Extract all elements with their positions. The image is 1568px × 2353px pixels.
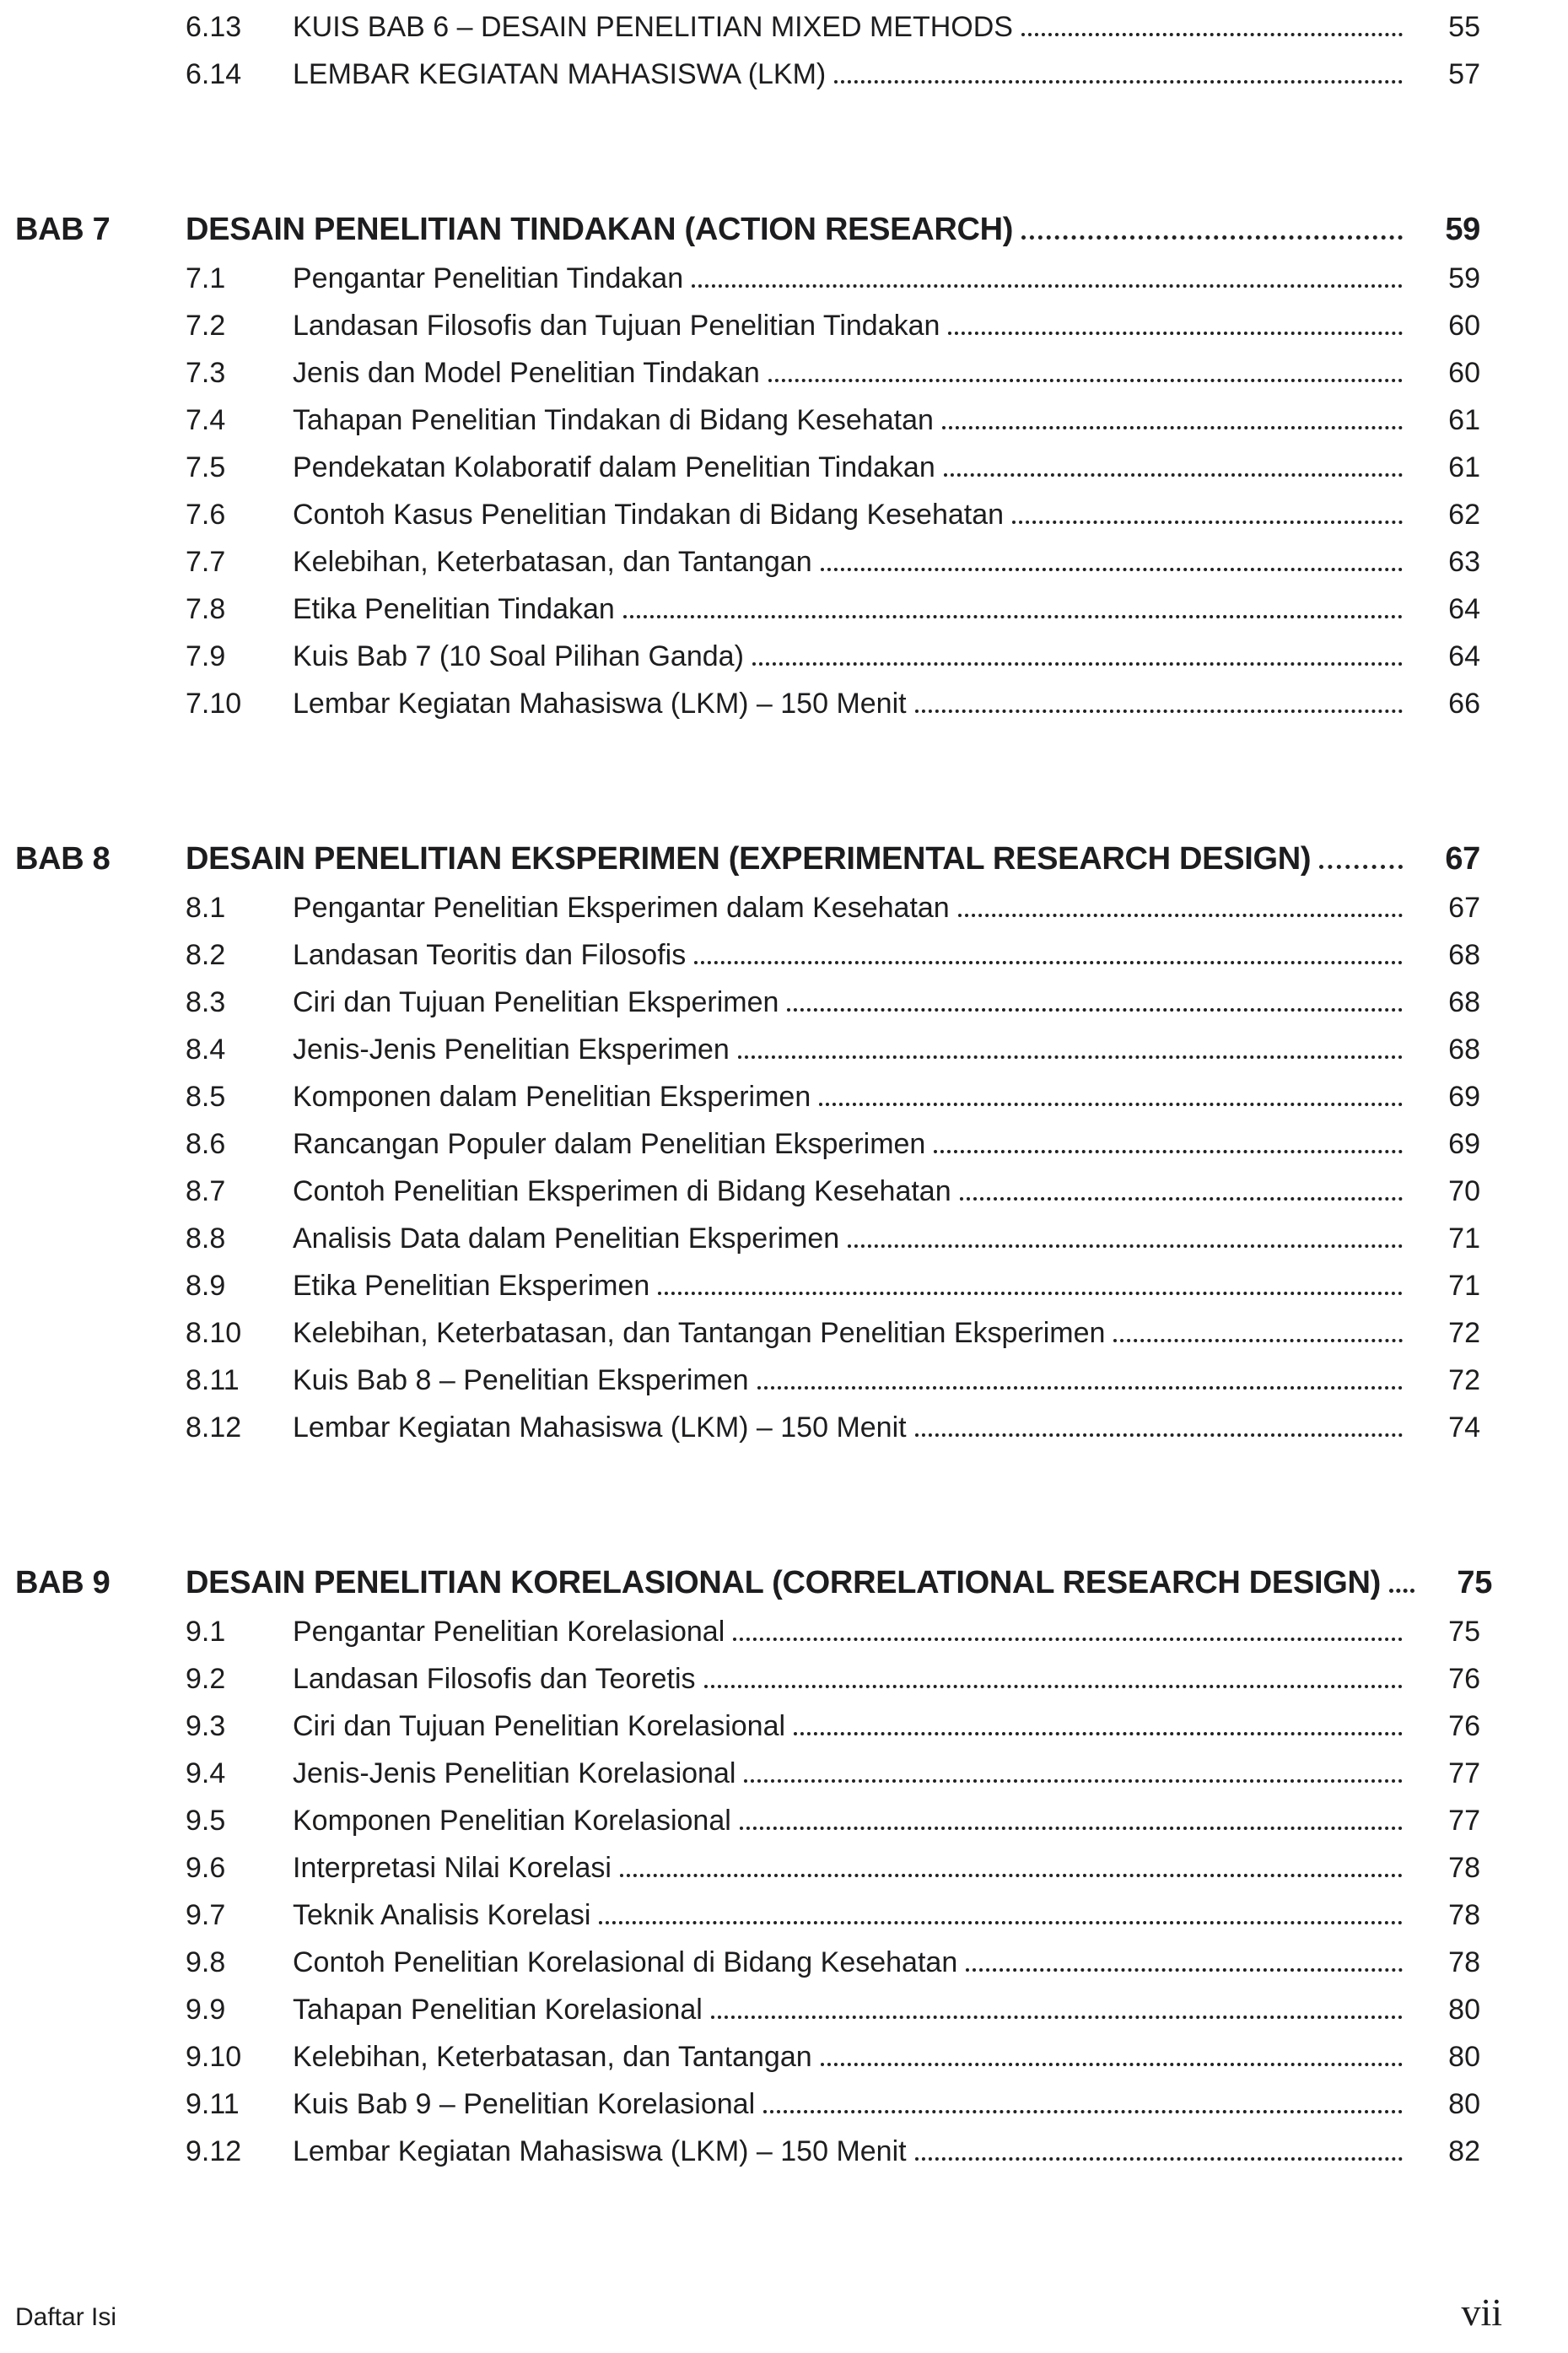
toc-entry-number: 8.3	[186, 986, 226, 1018]
toc-entry-title: Landasan Filosofis dan Tujuan Penelitian Tindakan	[293, 310, 940, 342]
toc-entry-page: 70	[1448, 1175, 1480, 1207]
dot-leader	[1319, 865, 1403, 869]
dot-leader	[711, 2016, 1403, 2019]
toc-entry-title: Pengantar Penelitian Korelasional	[293, 1616, 725, 1648]
toc-entry-title: Kuis Bab 7 (10 Soal Pilihan Ganda)	[293, 640, 744, 672]
toc-entry-title: Tahapan Penelitian Tindakan di Bidang Kesehatan	[293, 404, 934, 436]
toc-entry-number: 7.7	[186, 546, 226, 578]
toc-entry	[15, 51, 1480, 98]
toc-entry	[15, 1168, 1480, 1215]
toc-entry-page: 76	[1448, 1710, 1480, 1742]
toc-entry-number: 9.9	[186, 1994, 226, 2026]
toc-entry-page: 74	[1448, 1411, 1480, 1444]
toc-entry-page: 69	[1448, 1128, 1480, 1160]
toc-entry-title: Analisis Data dalam Penelitian Eksperimen	[293, 1222, 840, 1255]
dot-leader	[787, 1008, 1403, 1012]
toc-entry	[15, 302, 1480, 349]
toc-entry-number: 8.4	[186, 1033, 226, 1066]
toc-entry-number: 9.1	[186, 1616, 226, 1648]
toc-entry-page: 68	[1448, 1033, 1480, 1066]
dot-leader	[794, 1732, 1403, 1735]
toc-entry-title: Komponen Penelitian Korelasional	[293, 1805, 731, 1837]
dot-leader	[1389, 1589, 1414, 1593]
footer-section-label: Daftar Isi	[15, 2303, 117, 2331]
toc-entry-title: Etika Penelitian Tindakan	[293, 593, 615, 625]
toc-entry-title: Komponen dalam Penelitian Eksperimen	[293, 1081, 811, 1113]
chapter-label: BAB 8	[15, 841, 110, 877]
toc-entry-title: Teknik Analisis Korelasi	[293, 1899, 591, 1931]
toc-entry-page: 67	[1448, 892, 1480, 924]
dot-leader	[942, 426, 1403, 429]
toc-entry-title: Pendekatan Kolaboratif dalam Penelitian Tindakan	[293, 451, 935, 483]
toc-entry-number: 9.11	[186, 2088, 240, 2120]
toc-entry	[15, 3, 1480, 51]
dot-leader	[915, 2157, 1403, 2161]
dot-leader	[966, 1968, 1403, 1972]
dot-leader	[744, 1779, 1403, 1783]
toc-entry-page: 75	[1448, 1616, 1480, 1648]
toc-entry	[15, 349, 1480, 397]
toc-entry-number: 9.4	[186, 1757, 226, 1789]
toc-entry	[15, 2128, 1480, 2175]
toc-chapter-block	[15, 1557, 1493, 2175]
toc-entry-title: Jenis dan Model Penelitian Tindakan	[293, 357, 760, 389]
toc-entry	[15, 1703, 1480, 1750]
toc-entry-title: Jenis-Jenis Penelitian Korelasional	[293, 1757, 736, 1789]
toc-entry-number: 8.9	[186, 1270, 226, 1302]
chapter-title: DESAIN PENELITIAN TINDAKAN (ACTION RESEARCH)	[186, 212, 1014, 247]
toc-entry-page: 63	[1448, 546, 1480, 578]
toc-entry-title: LEMBAR KEGIATAN MAHASISWA (LKM)	[293, 58, 827, 90]
toc-entry-title: Tahapan Penelitian Korelasional	[293, 1994, 703, 2026]
dot-leader	[658, 1292, 1403, 1295]
toc-entry-page: 55	[1448, 11, 1480, 43]
toc-entry	[15, 2080, 1480, 2128]
dot-leader	[915, 710, 1403, 713]
toc-entry	[15, 1608, 1480, 1655]
toc-entry-page: 62	[1448, 499, 1480, 531]
dot-leader	[958, 914, 1403, 917]
toc-entry	[15, 255, 1480, 302]
dot-leader	[740, 1827, 1403, 1830]
toc-entry-number: 9.10	[186, 2041, 242, 2073]
dot-leader	[821, 568, 1403, 571]
toc-entry-number: 8.10	[186, 1317, 242, 1349]
toc-entry-title: Ciri dan Tujuan Penelitian Korelasional	[293, 1710, 786, 1742]
toc-entry-number: 8.2	[186, 939, 226, 971]
toc-entry	[15, 1357, 1480, 1404]
toc-entry-title: Kelebihan, Keterbatasan, dan Tantangan Penelitian Eksperimen	[293, 1317, 1106, 1349]
toc-entry-page: 80	[1448, 1994, 1480, 2026]
dot-leader	[1012, 521, 1403, 524]
toc-entry-number: 7.9	[186, 640, 226, 672]
toc-entry-title: Pengantar Penelitian Eksperimen dalam Kesehatan	[293, 892, 950, 924]
chapter-title: DESAIN PENELITIAN KORELASIONAL (CORRELATIONAL RESEARCH DESIGN)	[186, 1565, 1382, 1600]
dot-leader	[915, 1433, 1403, 1437]
toc-entry	[15, 884, 1480, 931]
toc-entry-title: Pengantar Penelitian Tindakan	[293, 262, 684, 294]
toc-entry-page: 69	[1448, 1081, 1480, 1113]
toc-entry-title: Lembar Kegiatan Mahasiswa (LKM) – 150 Menit	[293, 688, 907, 720]
toc-entry-page: 78	[1448, 1899, 1480, 1931]
toc-entry-number: 7.1	[186, 262, 226, 294]
toc-entry	[15, 1309, 1480, 1357]
dot-leader	[834, 80, 1403, 84]
dot-leader	[848, 1244, 1403, 1248]
toc-entry-title: Landasan Teoritis dan Filosofis	[293, 939, 687, 971]
toc-entry	[15, 633, 1480, 680]
toc-entry	[15, 1073, 1480, 1120]
toc-entry-number: 7.4	[186, 404, 226, 436]
toc-entry-number: 9.12	[186, 2135, 242, 2167]
toc-entry-number: 6.13	[186, 11, 242, 43]
toc-entry-title: Landasan Filosofis dan Teoretis	[293, 1663, 696, 1695]
toc-entry-title: Etika Penelitian Eksperimen	[293, 1270, 650, 1302]
toc-chapter-header	[15, 834, 1480, 884]
toc-entry-title: Contoh Penelitian Eksperimen di Bidang Kesehatan	[293, 1175, 951, 1207]
toc-entry-number: 7.10	[186, 688, 242, 720]
toc-entry	[15, 1986, 1480, 2033]
dot-leader	[599, 1921, 1403, 1924]
chapter-label: BAB 9	[15, 1565, 110, 1600]
toc-entry-number: 7.6	[186, 499, 226, 531]
toc-chapter-block	[15, 834, 1480, 1451]
toc-entry-page: 80	[1448, 2041, 1480, 2073]
toc-chapter-header	[15, 1557, 1493, 1608]
toc-entry-number: 7.5	[186, 451, 226, 483]
toc-entry-page: 60	[1448, 310, 1480, 342]
toc-entry-title: Rancangan Populer dalam Penelitian Eksperimen	[293, 1128, 926, 1160]
toc-entry	[15, 1750, 1480, 1797]
dot-leader	[752, 662, 1403, 666]
chapter-title: DESAIN PENELITIAN EKSPERIMEN (EXPERIMENTAL RESEARCH DESIGN)	[186, 841, 1312, 877]
toc-entry-number: 9.2	[186, 1663, 226, 1695]
toc-entry-page: 60	[1448, 357, 1480, 389]
toc-chapter-block	[15, 204, 1480, 727]
toc-entry-page: 72	[1448, 1317, 1480, 1349]
toc-entry-title: Contoh Penelitian Korelasional di Bidang Kesehatan	[293, 1946, 958, 1978]
dot-leader	[757, 1386, 1403, 1390]
toc-entry	[15, 491, 1480, 538]
toc-entry	[15, 1892, 1480, 1939]
toc-entry	[15, 1262, 1480, 1309]
toc-chapter-header	[15, 204, 1480, 255]
toc-entry-page: 71	[1448, 1270, 1480, 1302]
chapter-page: 67	[1445, 841, 1480, 877]
toc-entry-page: 82	[1448, 2135, 1480, 2167]
dot-leader	[620, 1874, 1403, 1877]
page-footer	[15, 2290, 1502, 2334]
toc-entry-page: 71	[1448, 1222, 1480, 1255]
toc-entry-number: 9.3	[186, 1710, 226, 1742]
toc-entry-page: 61	[1448, 451, 1480, 483]
toc-entry	[15, 1939, 1480, 1986]
toc-entry	[15, 538, 1480, 586]
toc-entry	[15, 1404, 1480, 1451]
toc-entry-page: 64	[1448, 640, 1480, 672]
toc-entry-number: 8.5	[186, 1081, 226, 1113]
dot-leader	[1021, 235, 1403, 240]
dot-leader	[704, 1685, 1403, 1688]
toc-entry-page: 78	[1448, 1852, 1480, 1884]
dot-leader	[623, 615, 1403, 618]
toc-entry-page: 59	[1448, 262, 1480, 294]
chapter-page: 59	[1445, 212, 1480, 247]
dot-leader	[1021, 33, 1403, 36]
toc-entry-number: 6.14	[186, 58, 242, 90]
dot-leader	[738, 1055, 1403, 1059]
toc-entry-number: 7.3	[186, 357, 226, 389]
toc-entry-number: 9.8	[186, 1946, 226, 1978]
toc-entry	[15, 1120, 1480, 1168]
dot-leader	[819, 1103, 1403, 1106]
toc-entry	[15, 397, 1480, 444]
toc-entry	[15, 444, 1480, 491]
toc-entry-title: Jenis-Jenis Penelitian Eksperimen	[293, 1033, 730, 1066]
toc-entry	[15, 586, 1480, 633]
toc-entry	[15, 931, 1480, 979]
toc-entry-number: 9.5	[186, 1805, 226, 1837]
dot-leader	[934, 1150, 1403, 1153]
toc-entry-number: 7.2	[186, 310, 226, 342]
chapter-label: BAB 7	[15, 212, 110, 247]
toc-entry-number: 8.7	[186, 1175, 226, 1207]
dot-leader	[821, 2063, 1403, 2066]
toc-entry-number: 9.7	[186, 1899, 226, 1931]
toc-entry-page: 68	[1448, 986, 1480, 1018]
toc-entry-number: 8.6	[186, 1128, 226, 1160]
toc-entry-title: Kuis Bab 9 – Penelitian Korelasional	[293, 2088, 756, 2120]
dot-leader	[944, 473, 1403, 477]
toc-entry	[15, 1844, 1480, 1892]
toc-entry-page: 68	[1448, 939, 1480, 971]
toc-entry-title: Lembar Kegiatan Mahasiswa (LKM) – 150 Menit	[293, 1411, 907, 1444]
toc-entry-number: 9.6	[186, 1852, 226, 1884]
toc-entry-number: 8.1	[186, 892, 226, 924]
toc-entry	[15, 1655, 1480, 1703]
dot-leader	[692, 284, 1403, 288]
toc-entry-number: 8.8	[186, 1222, 226, 1255]
dot-leader	[948, 332, 1403, 335]
toc-entry-number: 8.11	[186, 1364, 240, 1396]
toc-entry-page: 61	[1448, 404, 1480, 436]
toc-entry-page: 72	[1448, 1364, 1480, 1396]
toc-entry	[15, 1026, 1480, 1073]
toc-entry-title: KUIS BAB 6 – DESAIN PENELITIAN MIXED METHODS	[293, 11, 1013, 43]
toc-entry-number: 7.8	[186, 593, 226, 625]
toc-entry-title: Ciri dan Tujuan Penelitian Eksperimen	[293, 986, 779, 1018]
toc-entry-page: 64	[1448, 593, 1480, 625]
toc-entry-title: Interpretasi Nilai Korelasi	[293, 1852, 612, 1884]
toc-entry	[15, 2033, 1480, 2080]
toc-entry-number: 8.12	[186, 1411, 242, 1444]
dot-leader	[1113, 1339, 1403, 1342]
toc-entry-page: 77	[1448, 1757, 1480, 1789]
dot-leader	[694, 961, 1403, 964]
toc-entry-page: 78	[1448, 1946, 1480, 1978]
toc-entry-page: 77	[1448, 1805, 1480, 1837]
toc-entry	[15, 979, 1480, 1026]
toc-entry	[15, 680, 1480, 727]
toc-entry-page: 76	[1448, 1663, 1480, 1695]
toc-entry-title: Lembar Kegiatan Mahasiswa (LKM) – 150 Menit	[293, 2135, 907, 2167]
dot-leader	[768, 379, 1403, 382]
toc-entry-title: Kelebihan, Keterbatasan, dan Tantangan	[293, 2041, 812, 2073]
toc-entry-title: Contoh Kasus Penelitian Tindakan di Bidang Kesehatan	[293, 499, 1005, 531]
toc-entry	[15, 1797, 1480, 1844]
toc-entry-page: 57	[1448, 58, 1480, 90]
toc-entry-title: Kelebihan, Keterbatasan, dan Tantangan	[293, 546, 812, 578]
dot-leader	[763, 2110, 1403, 2113]
toc-entry-page: 80	[1448, 2088, 1480, 2120]
chapter-page: 75	[1457, 1565, 1493, 1600]
dot-leader	[960, 1197, 1403, 1201]
footer-page-number: vii	[1461, 2291, 1502, 2334]
dot-leader	[733, 1638, 1403, 1641]
toc-entry-page: 66	[1448, 688, 1480, 720]
toc-entry-title: Kuis Bab 8 – Penelitian Eksperimen	[293, 1364, 749, 1396]
toc-entry	[15, 1215, 1480, 1262]
